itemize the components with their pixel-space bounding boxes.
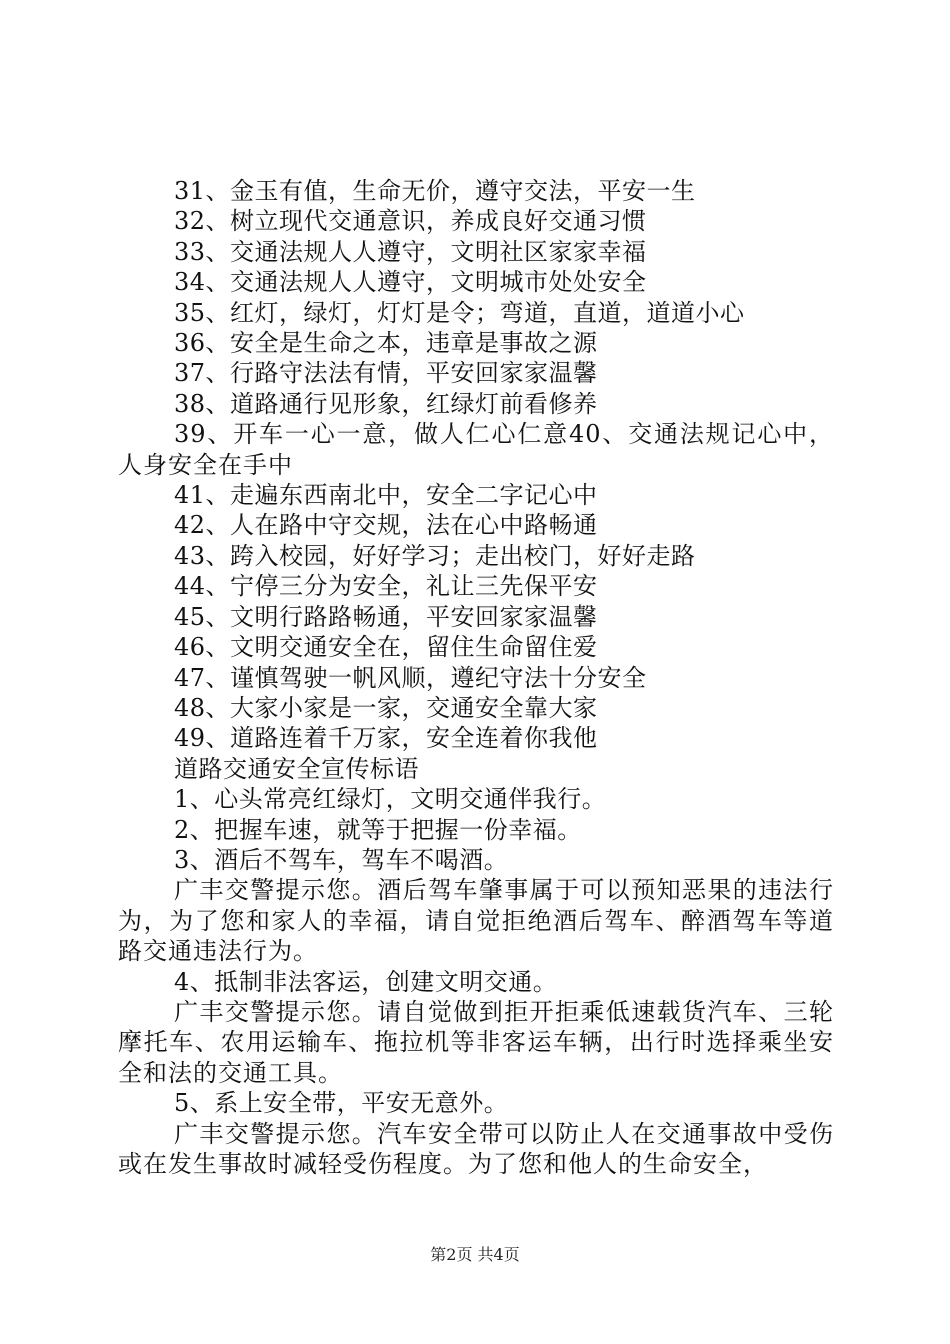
- slogan-32: 32、树立现代交通意识，养成良好交通习惯: [174, 207, 647, 236]
- item-1: 1、心头常亮红绿灯，文明交通伴我行。: [174, 785, 607, 814]
- item-3: 3、酒后不驾车，驾车不喝酒。: [174, 845, 509, 874]
- page-footer: 第2页 共4页: [430, 1245, 520, 1264]
- slogan-45: 45、文明行路路畅通，平安回家家温馨: [174, 602, 598, 631]
- slogan-47: 47、谨慎驾驶一帆风顺，遵纪守法十分安全: [174, 663, 647, 692]
- notice-illegal-transport: 广丰交警提示您。请自觉做到拒开拒乘低速载货汽车、三轮摩托车、农用运输车、拖拉机等非客运车辆，出行时选择乘坐安全和法的交通工具。: [118, 997, 834, 1087]
- slogan-48: 48、大家小家是一家，交通安全靠大家: [174, 693, 598, 722]
- slogan-49: 49、道路连着千万家，安全连着你我他: [174, 724, 598, 753]
- slogan-43: 43、跨入校园，好好学习；走出校门，好好走路: [174, 541, 696, 570]
- section-title: 道路交通安全宣传标语: [174, 754, 419, 783]
- slogan-39-40: 39、开车一心一意，做人仁心仁意40、交通法规记心中，人身安全在手中: [118, 420, 834, 479]
- slogan-37: 37、行路守法法有情，平安回家家温馨: [174, 359, 598, 388]
- item-4: 4、抵制非法客运，创建文明交通。: [174, 967, 558, 996]
- slogan-44: 44、宁停三分为安全，礼让三先保平安: [174, 572, 598, 601]
- notice-drunk-driving: 广丰交警提示您。酒后驾车肇事属于可以预知恶果的违法行为，为了您和家人的幸福，请自觉拒绝酒后驾车、醉酒驾车等道路交通违法行为。: [118, 876, 834, 966]
- page-content: [118, 176, 834, 1179]
- slogan-42: 42、人在路中守交规，法在心中路畅通: [174, 511, 598, 540]
- slogan-41: 41、走遍东西南北中，安全二字记心中: [174, 481, 598, 510]
- item-2: 2、把握车速，就等于把握一份幸福。: [174, 815, 582, 844]
- slogan-38: 38、道路通行见形象，红绿灯前看修养: [174, 389, 598, 418]
- slogan-46: 46、文明交通安全在，留住生命留住爱: [174, 633, 598, 662]
- item-5: 5、系上安全带，平安无意外。: [174, 1089, 509, 1118]
- slogan-34: 34、交通法规人人遵守，文明城市处处安全: [174, 268, 647, 297]
- slogan-31: 31、金玉有值，生命无价，遵守交法，平安一生: [174, 177, 696, 205]
- slogan-35: 35、红灯，绿灯，灯灯是令；弯道，直道，道道小心: [174, 298, 745, 327]
- slogan-36: 36、安全是生命之本，违章是事故之源: [174, 329, 598, 358]
- notice-seatbelt: 广丰交警提示您。汽车安全带可以防止人在交通事故中受伤或在发生事故时减轻受伤程度。为了您和他人的生命安全，: [118, 1119, 834, 1178]
- slogan-33: 33、交通法规人人遵守，文明社区家家幸福: [174, 237, 647, 266]
